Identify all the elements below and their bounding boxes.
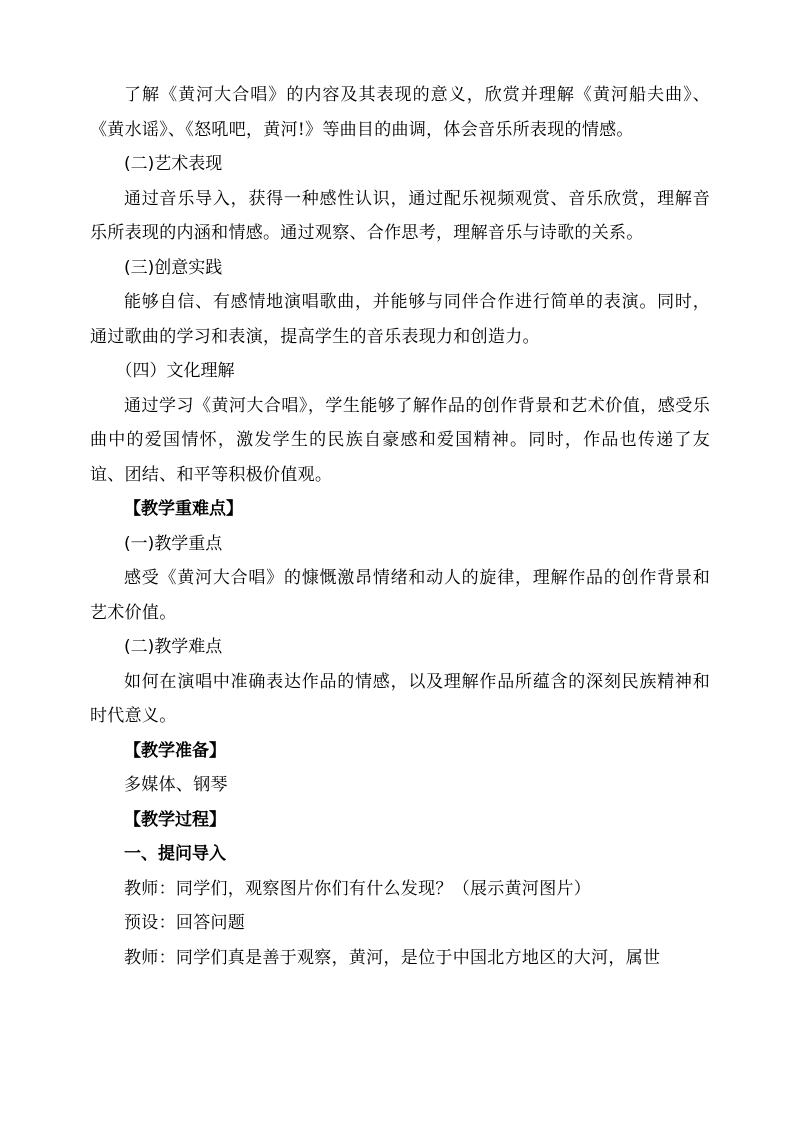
difficult-points-paragraph: 如何在演唱中准确表达作品的情感，以及理解作品所蕴含的深刻民族精神和时代意义。 — [90, 671, 710, 726]
art-expression-paragraph: 通过音乐导入，获得一种感性认识，通过配乐视频观赏、音乐欣赏，理解音乐所表现的内涵和情感。通过观察、合作思考，理解音乐与诗歌的关系。 — [90, 188, 710, 243]
teacher-line-1: 教师：同学们，观察图片你们有什么发现？（展示黄河图片） — [124, 878, 592, 899]
creative-practice-paragraph: 能够自信、有感情地演唱歌曲，并能够与同伴合作进行简单的表演。同时，通过歌曲的学习和表演，提高学生的音乐表现力和创造力。 — [90, 292, 710, 347]
heading-question-intro: 一、提问导入 — [124, 844, 226, 864]
heading-key-difficult-points: 【教学重难点】 — [124, 499, 243, 519]
heading-teaching-preparation: 【教学准备】 — [124, 740, 226, 761]
heading-teaching-process: 【教学过程】 — [124, 809, 226, 830]
section-heading-cultural-understanding: （四）文化理解 — [115, 361, 235, 381]
expected-answer-line: 预设：回答问题 — [124, 913, 246, 933]
section-heading-key-points: (一)教学重点 — [124, 533, 223, 554]
section-heading-creative-practice: (三)创意实践 — [124, 257, 223, 278]
cultural-understanding-paragraph: 通过学习《黄河大合唱》，学生能够了解作品的创作背景和艺术价值，感受乐曲中的爱国情怀，激发学生的民族自豪感和爱国精神。同时，作品也传递了友谊、团结、和平等积极价值观。 — [90, 395, 710, 485]
document-body — [90, 78, 710, 975]
objective-paragraph: 了解《黄河大合唱》的内容及其表现的意义，欣赏并理解《黄河船夫曲》、《黄水谣》、《怒吼吧，黄河!》等曲目的曲调，体会音乐所表现的情感。 — [90, 85, 710, 140]
key-points-paragraph: 感受《黄河大合唱》的慷慨激昂情绪和动人的旋律，理解作品的创作背景和艺术价值。 — [90, 568, 710, 623]
section-heading-difficult-points: (二)教学难点 — [124, 637, 223, 657]
section-heading-art-expression: (二)艺术表现 — [124, 154, 223, 174]
teacher-line-2: 教师：同学们真是善于观察，黄河，是位于中国北方地区的大河，属世 — [124, 947, 661, 968]
preparation-paragraph: 多媒体、钢琴 — [124, 775, 228, 795]
